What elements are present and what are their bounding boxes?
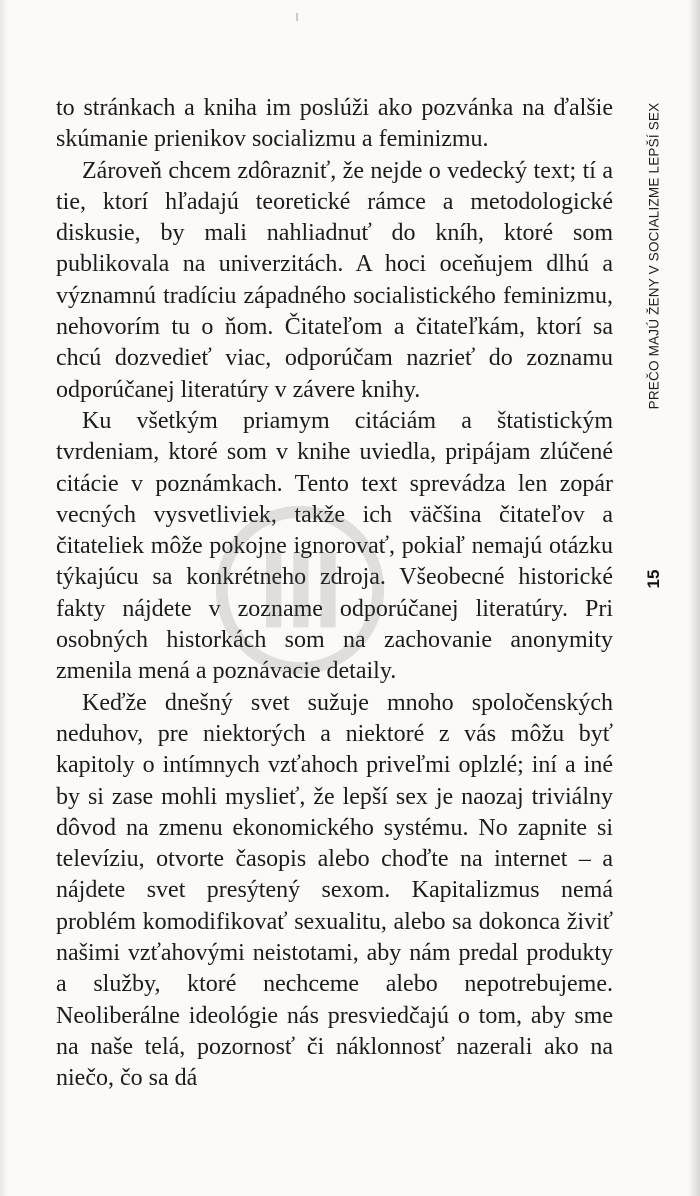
paragraph-intimate-relations: Keďže dnešný svet sužuje mnoho spoločenských neduhov, pre niektorých a niektoré z vás môžu byť kapitoly o intímnych vzťahoch priveľmi oplzlé; iní a iné by si zase mohli myslieť, že lepší sex je naozaj triviálny dôvod na zmenu ekonomického systému. No zapnite si televíziu, otvorte časopis alebo choďte na internet – a nájdete svet presýtený sexom. Kapitalizmus nemá problém komodifikovať sexualitu, alebo sa dokonca živiť našimi vzťahovými neistotami, aby nám predal produkty a služby, ktoré nechceme alebo nepotrebujeme. Neoliberálne ideológie nás presviedčajú o tom, aby sme na naše telá, pozornosť či náklonnosť nazerali ako na niečo, čo sa dá: [56, 689, 613, 1092]
scan-speck: [296, 13, 298, 21]
page-number-text: 15: [644, 569, 663, 589]
running-head-text: PREČO MAJÚ ŽENY V SOCIALIZME LEPŠÍ SEX: [646, 102, 662, 410]
paragraph-citations: Ku všetkým priamym citáciám a štatistickým tvrdeniam, ktoré som v knihe uviedla, pripájam zlúčené citácie v poznámkach. Tento text sprevádza len zopár vecných vysvetliviek, takže ich väčšina čitateľov a čitateliek môže pokojne ignorovať, pokiaľ nemajú otázku týkajúcu sa konkrétneho zdroja. Všeobecné historické fakty nájdete v zozname odporúčanej literatúry. Pri osobných historkách som na zachovanie anonymity zmenila mená a poznávacie detaily.: [56, 407, 613, 685]
paragraph-continuation: to stránkach a kniha im poslúži ako pozvánka na ďalšie skúmanie prienikov socializmu a feminizmu.: [56, 95, 613, 153]
body-text: [56, 93, 613, 1095]
paragraph-not-scientific: Zároveň chcem zdôrazniť, že nejde o vedecký text; tí a tie, ktorí hľadajú teoretické rámce a metodologické diskusie, by mali nahliadnuť do kníh, ktoré som publikovala na univerzitách. A hoci oceňujem dlhú a významnú tradíciu západného socialistického feminizmu, nehovorím tu o ňom. Čitateľom a čitateľkám, ktorí sa chcú dozvedieť viac, odporúčam nazrieť do zoznamu odporúčanej literatúry v závere knihy.: [56, 157, 613, 403]
scan-edge-left: [0, 0, 8, 1196]
scan-edge-right: [688, 0, 700, 1196]
